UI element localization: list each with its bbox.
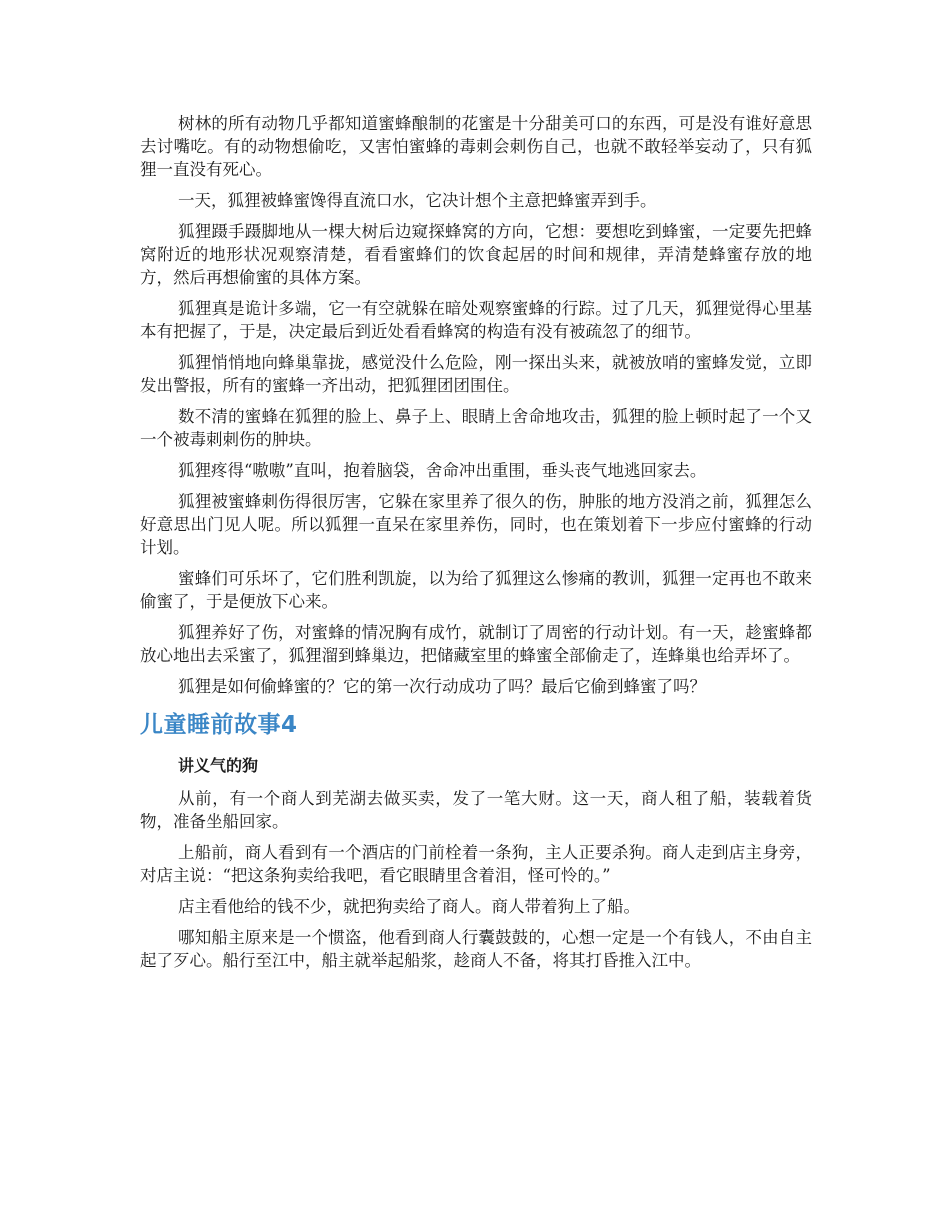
section-heading: 儿童睡前故事4: [140, 712, 298, 738]
story-paragraph: 树林的所有动物几乎都知道蜜蜂酿制的花蜜是十分甜美可口的东西，可是没有谁好意思去讨嘴吃。有的动物想偷吃，又害怕蜜蜂的毒刺会刺伤自己，也就不敢轻举妄动了，只有狐狸一直没有死心。: [140, 114, 812, 179]
story-question: 狐狸是如何偷蜂蜜的？它的第一次行动成功了吗？最后它偷到蜂蜜了吗？: [178, 677, 706, 696]
story-paragraph: 狐狸悄悄地向蜂巢靠拢，感觉没什么危险，刚一探出头来，就被放哨的蜜蜂发觉，立即发出警报，所有的蜜蜂一齐出动，把狐狸团团围住。: [140, 353, 812, 395]
story-paragraph: 狐狸疼得“嗷嗷”直叫，抱着脑袋，舍命冲出重围，垂头丧气地逃回家去。: [178, 461, 707, 480]
story-paragraph: 数不清的蜜蜂在狐狸的脸上、鼻子上、眼睛上舍命地攻击，狐狸的脸上顿时起了一个又一个被毒刺刺伤的肿块。: [140, 407, 812, 449]
document-page: [140, 112, 812, 980]
story-paragraph: 上船前，商人看到有一个酒店的门前栓着一条狗，主人正要杀狗。商人走到店主身旁，对店主说：“把这条狗卖给我吧，看它眼睛里含着泪，怪可怜的。”: [140, 843, 812, 885]
story-paragraph: 狐狸被蜜蜂刺伤得很厉害，它躲在家里养了很久的伤，肿胀的地方没消之前，狐狸怎么好意思出门见人呢。所以狐狸一直呆在家里养伤，同时，也在策划着下一步应付蜜蜂的行动计划。: [140, 492, 812, 557]
story-paragraph: 蜜蜂们可乐坏了，它们胜利凯旋，以为给了狐狸这么惨痛的教训，狐狸一定再也不敢来偷蜜了，于是便放下心来。: [140, 569, 812, 611]
story-paragraph: 店主看他给的钱不少，就把狗卖给了商人。商人带着狗上了船。: [178, 897, 640, 916]
story-paragraph: 狐狸蹑手蹑脚地从一棵大树后边窥探蜂窝的方向，它想：要想吃到蜂蜜，一定要先把蜂窝附近的地形状况观察清楚，看看蜜蜂们的饮食起居的时间和规律，弄清楚蜂蜜存放的地方，然后再想偷蜜的具体方案。: [140, 222, 812, 287]
story-paragraph: 从前，有一个商人到芜湖去做买卖，发了一笔大财。这一天，商人租了船，装载着货物，准备坐船回家。: [140, 789, 812, 831]
story-paragraph: 狐狸真是诡计多端，它一有空就躲在暗处观察蜜蜂的行踪。过了几天，狐狸觉得心里基本有把握了，于是，决定最后到近处看看蜂窝的构造有没有被疏忽了的细节。: [140, 299, 812, 341]
story-paragraph: 一天，狐狸被蜂蜜馋得直流口水，它决计想个主意把蜂蜜弄到手。: [178, 191, 657, 210]
story-title: 讲义气的狗: [178, 756, 259, 775]
story-paragraph: 哪知船主原来是一个惯盗，他看到商人行囊鼓鼓的，心想一定是一个有钱人，不由自主起了歹心。船行至江中，船主就举起船浆，趁商人不备，将其打昏推入江中。: [140, 928, 812, 970]
story-paragraph: 狐狸养好了伤，对蜜蜂的情况胸有成竹，就制订了周密的行动计划。有一天，趁蜜蜂都放心地出去采蜜了，狐狸溜到蜂巢边，把储藏室里的蜂蜜全部偷走了，连蜂巢也给弄坏了。: [140, 623, 812, 665]
